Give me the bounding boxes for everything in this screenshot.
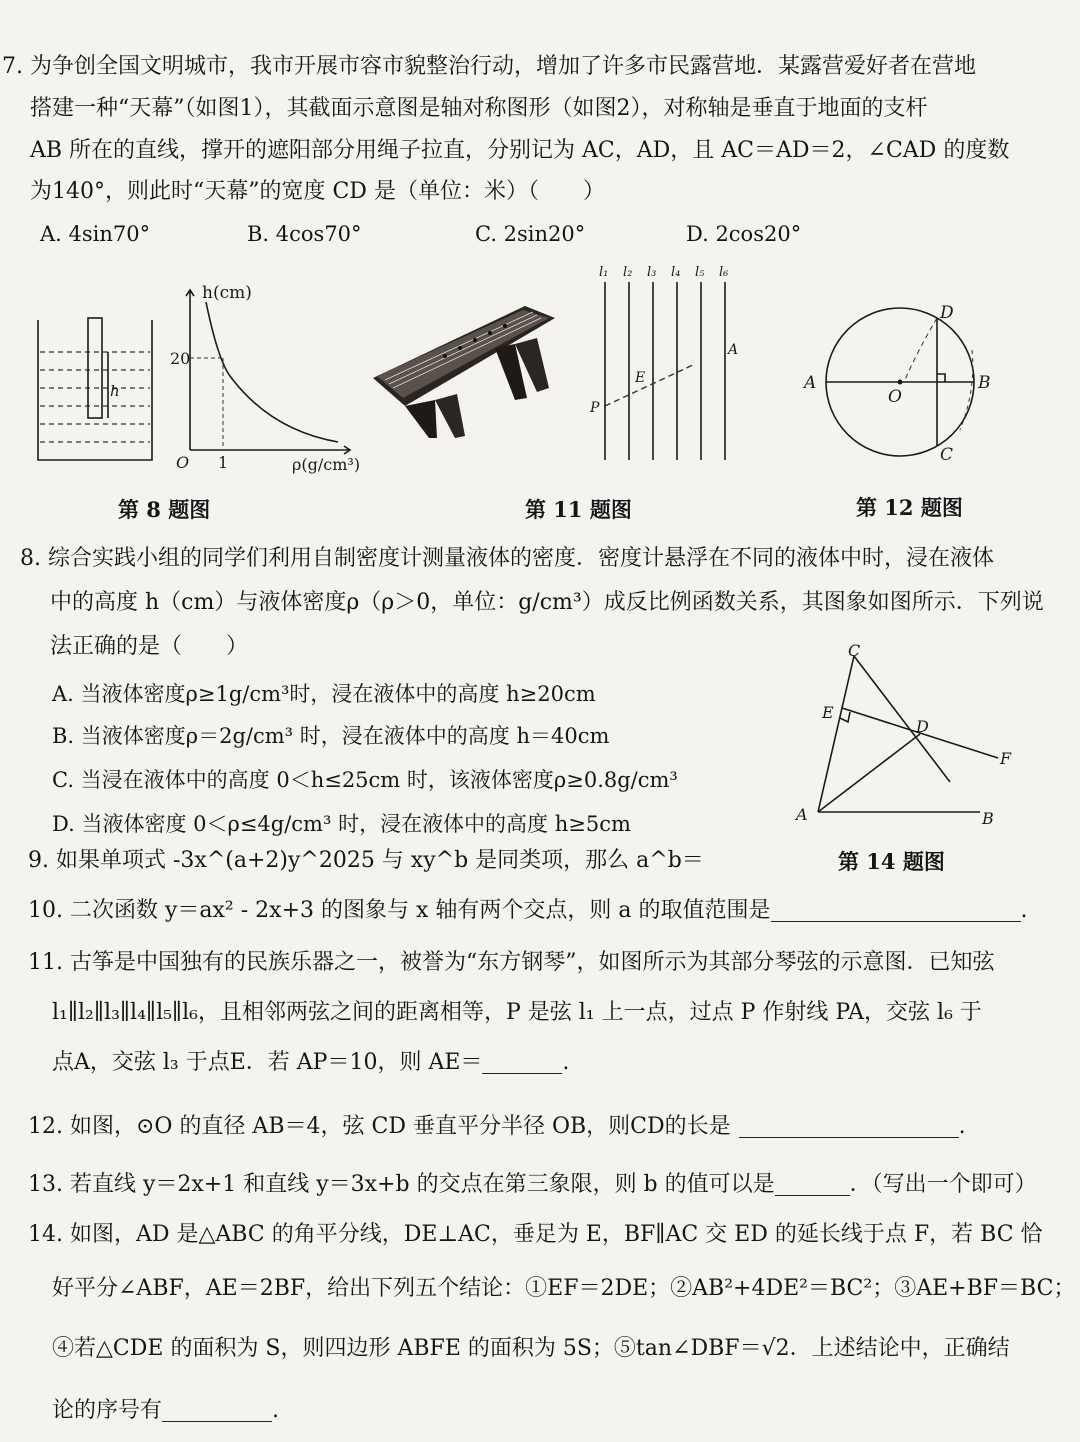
- q11-line-2: l₁∥l₂∥l₃∥l₄∥l₅∥l₆，且相邻两弦之间的距离相等，P 是弦 l₁ 上一点，过点 P 作射线 PA，交弦 l₆ 于: [52, 1000, 982, 1025]
- q8-line-2: 中的高度 h（cm）与液体密度ρ（ρ＞0，单位：g/cm³）成反比例函数关系，其图象如图所示．下列说: [50, 590, 1044, 615]
- q13-end: ．（写出一个即可）: [849, 1172, 1037, 1197]
- q7-option-b: B. 4cos70°: [247, 222, 362, 246]
- q11-line-1: 11. 古筝是中国独有的民族乐器之一，被誉为“东方钢琴”，如图所示为其部分琴弦的示意图．已知弦: [28, 950, 995, 975]
- q12-end: .: [958, 1114, 966, 1139]
- fig14-point-e: E: [822, 703, 834, 722]
- q7-line-1: 7. 为争创全国文明城市，我市开展市容市貌整治行动，增加了许多市民露营地．某露营爱好者在营地: [2, 54, 976, 79]
- q11-answer-blank[interactable]: [482, 1053, 562, 1074]
- q7-option-a: A. 4sin70°: [40, 222, 151, 246]
- q11-end: .: [562, 1050, 570, 1075]
- q12-line: [28, 1116, 966, 1138]
- fig12-point-d: D: [940, 303, 954, 323]
- fig12-caption: 第 12 题图: [856, 495, 963, 520]
- q13-line: [28, 1174, 1037, 1196]
- q8-line-1: 8. 综合实践小组的同学们利用自制密度计测量液体的密度．密度计悬浮在不同的液体中时，浸在液体: [20, 546, 994, 571]
- q10-answer-blank[interactable]: [771, 901, 1021, 922]
- q12-text: 12. 如图，⊙O 的直径 AB＝4，弦 CD 垂直平分半径 OB，则CD的长是: [28, 1114, 731, 1139]
- q10-line: [28, 900, 1028, 922]
- q14-line-4: 论的序号有: [52, 1398, 163, 1423]
- q7-line-2: 搭建一种“天幕”（如图1），其截面示意图是轴对称图形（如图2），对称轴是垂直于地面的支杆: [30, 96, 928, 121]
- q7-line-4: 为140°，则此时“天幕”的宽度 CD 是（单位：米）（ ）: [30, 179, 605, 204]
- fig8-h-label: h(cm): [202, 283, 252, 303]
- fig8-container-diagram: [30, 300, 170, 470]
- fig14-point-c: C: [848, 641, 861, 660]
- fig11-l6: l₆: [719, 265, 729, 280]
- q8-option-b: B. 当液体密度ρ＝2g/cm³ 时，浸在液体中的高度 h＝40cm: [52, 724, 610, 748]
- fig11-diagram: [585, 260, 745, 470]
- fig8-caption: 第 8 题图: [118, 497, 211, 522]
- q12-answer-blank[interactable]: [739, 1117, 959, 1138]
- fig12-diagram: [800, 290, 1000, 465]
- guzheng-image: [365, 288, 570, 453]
- q7-option-c: C. 2sin20°: [475, 222, 586, 246]
- q8-option-a: A. 当液体密度ρ≥1g/cm³时，浸在液体中的高度 h≥20cm: [52, 682, 596, 706]
- fig8-x-tick: 1: [218, 453, 229, 472]
- fig11-l1: l₁: [599, 265, 609, 280]
- q10-text: 10. 二次函数 y＝ax² - 2x+3 的图象与 x 轴有两个交点，则 a 的取值范围是: [28, 898, 771, 923]
- fig11-point-a: A: [728, 342, 739, 358]
- fig11-l2: l₂: [623, 265, 633, 280]
- fig14-point-b: B: [982, 809, 994, 828]
- q14-answer-blank[interactable]: [162, 1401, 272, 1422]
- q14-line-2: 好平分∠ABF，AE＝2BF，给出下列五个结论：①EF＝2DE；②AB²+4DE²＝BC²；③AE+BF＝BC；: [52, 1276, 1076, 1301]
- q13-answer-blank[interactable]: [775, 1175, 850, 1196]
- q14-line-3: ④若△CDE 的面积为 S，则四边形 ABFE 的面积为 5S；⑤tan∠DBF＝√2．上述结论中，正确结: [52, 1336, 1010, 1361]
- fig12-point-a: A: [804, 373, 817, 393]
- q14-line-4-wrap: [52, 1400, 279, 1422]
- q9-text: 9. 如果单项式 -3x^(a+2)y^2025 与 xy^b 是同类项，那么 a^b＝: [28, 848, 704, 873]
- q7-option-d: D. 2cos20°: [686, 222, 802, 246]
- fig14-point-f: F: [1000, 749, 1012, 768]
- fig8-graph: [170, 280, 370, 475]
- fig14-point-a: A: [796, 805, 808, 824]
- q11-line-3: 点A，交弦 l₃ 于点E．若 AP＝10，则 AE＝: [52, 1050, 483, 1075]
- fig14-caption: 第 14 题图: [838, 849, 945, 874]
- q10-end: .: [1020, 898, 1028, 923]
- fig11-l4: l₄: [671, 265, 681, 280]
- fig8-h-marker: h: [110, 382, 120, 400]
- q13-text: 13. 若直线 y＝2x+1 和直线 y＝3x+b 的交点在第三象限，则 b 的值可以是: [28, 1172, 775, 1197]
- fig12-point-o: O: [888, 387, 902, 407]
- q8-option-c: C. 当浸在液体中的高度 0＜h≤25cm 时，该液体密度ρ≥0.8g/cm³: [52, 768, 678, 792]
- fig11-l5: l₅: [695, 265, 705, 280]
- fig14-diagram: [790, 640, 1020, 830]
- fig11-point-e: E: [635, 370, 646, 386]
- q14-end: .: [272, 1398, 280, 1423]
- fig8-origin: O: [176, 453, 190, 472]
- q8-option-d: D. 当液体密度 0＜ρ≤4g/cm³ 时，浸在液体中的高度 h≥5cm: [52, 812, 631, 836]
- fig12-point-b: B: [978, 373, 991, 393]
- fig8-y-tick: 20: [170, 349, 191, 368]
- fig14-point-d: D: [916, 717, 929, 736]
- q8-line-3: 法正确的是（ ）: [50, 634, 249, 659]
- fig11-l3: l₃: [647, 265, 657, 280]
- q11-line-3-wrap: [52, 1052, 569, 1074]
- q14-line-1: 14. 如图，AD 是△ABC 的角平分线，DE⊥AC，垂足为 E，BF∥AC 交 ED 的延长线于点 F，若 BC 恰: [28, 1222, 1043, 1247]
- q7-line-3: AB 所在的直线，撑开的遮阳部分用绳子拉直，分别记为 AC，AD，且 AC＝AD＝2，∠CAD 的度数: [30, 138, 1010, 163]
- fig11-caption: 第 11 题图: [525, 497, 632, 522]
- fig11-point-p: P: [590, 400, 600, 416]
- fig12-point-c: C: [940, 445, 954, 465]
- fig8-x-label: ρ(g/cm³): [292, 455, 361, 474]
